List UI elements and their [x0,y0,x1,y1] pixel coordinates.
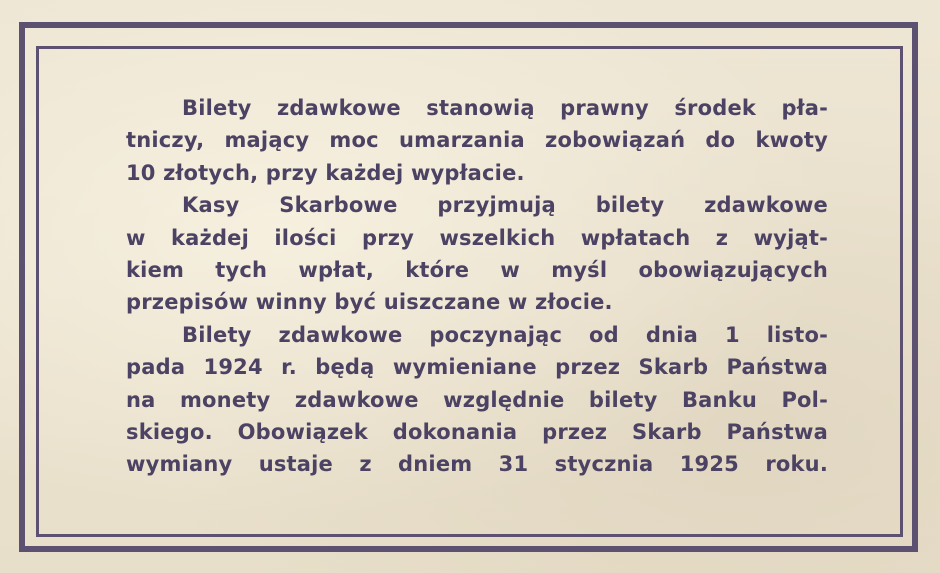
text-line: tniczy, mający moc umarzania zobowiązań do kwoty [126,128,828,153]
text-line: skiego. Obowiązek dokonania przez Skarb Państwa [126,419,828,444]
text-line: w każdej ilości przy wszelkich wpłatach z wyjąt- [126,225,828,250]
text-line: Bilety zdawkowe poczynając od dnia 1 listo- [182,322,828,347]
text-line: wymiany ustaje z dniem 31 stycznia 1925 roku. [126,452,828,477]
legal-text [126,92,828,481]
text-line: pada 1924 r. będą wymieniane przez Skarb Państwa [126,355,828,380]
text-line: 10 złotych, przy każdej wypłacie. [126,160,525,185]
text-line: na monety zdawkowe względnie bilety Banku Pol- [126,387,828,412]
text-line: przepisów winny być uiszczane w złocie. [126,290,613,315]
text-line: Bilety zdawkowe stanowią prawny środek pła- [182,96,828,120]
text-line: kiem tych wpłat, które w myśl obowiązujących [126,257,828,282]
text-line: Kasy Skarbowe przyjmują bilety zdawkowe [182,193,828,218]
